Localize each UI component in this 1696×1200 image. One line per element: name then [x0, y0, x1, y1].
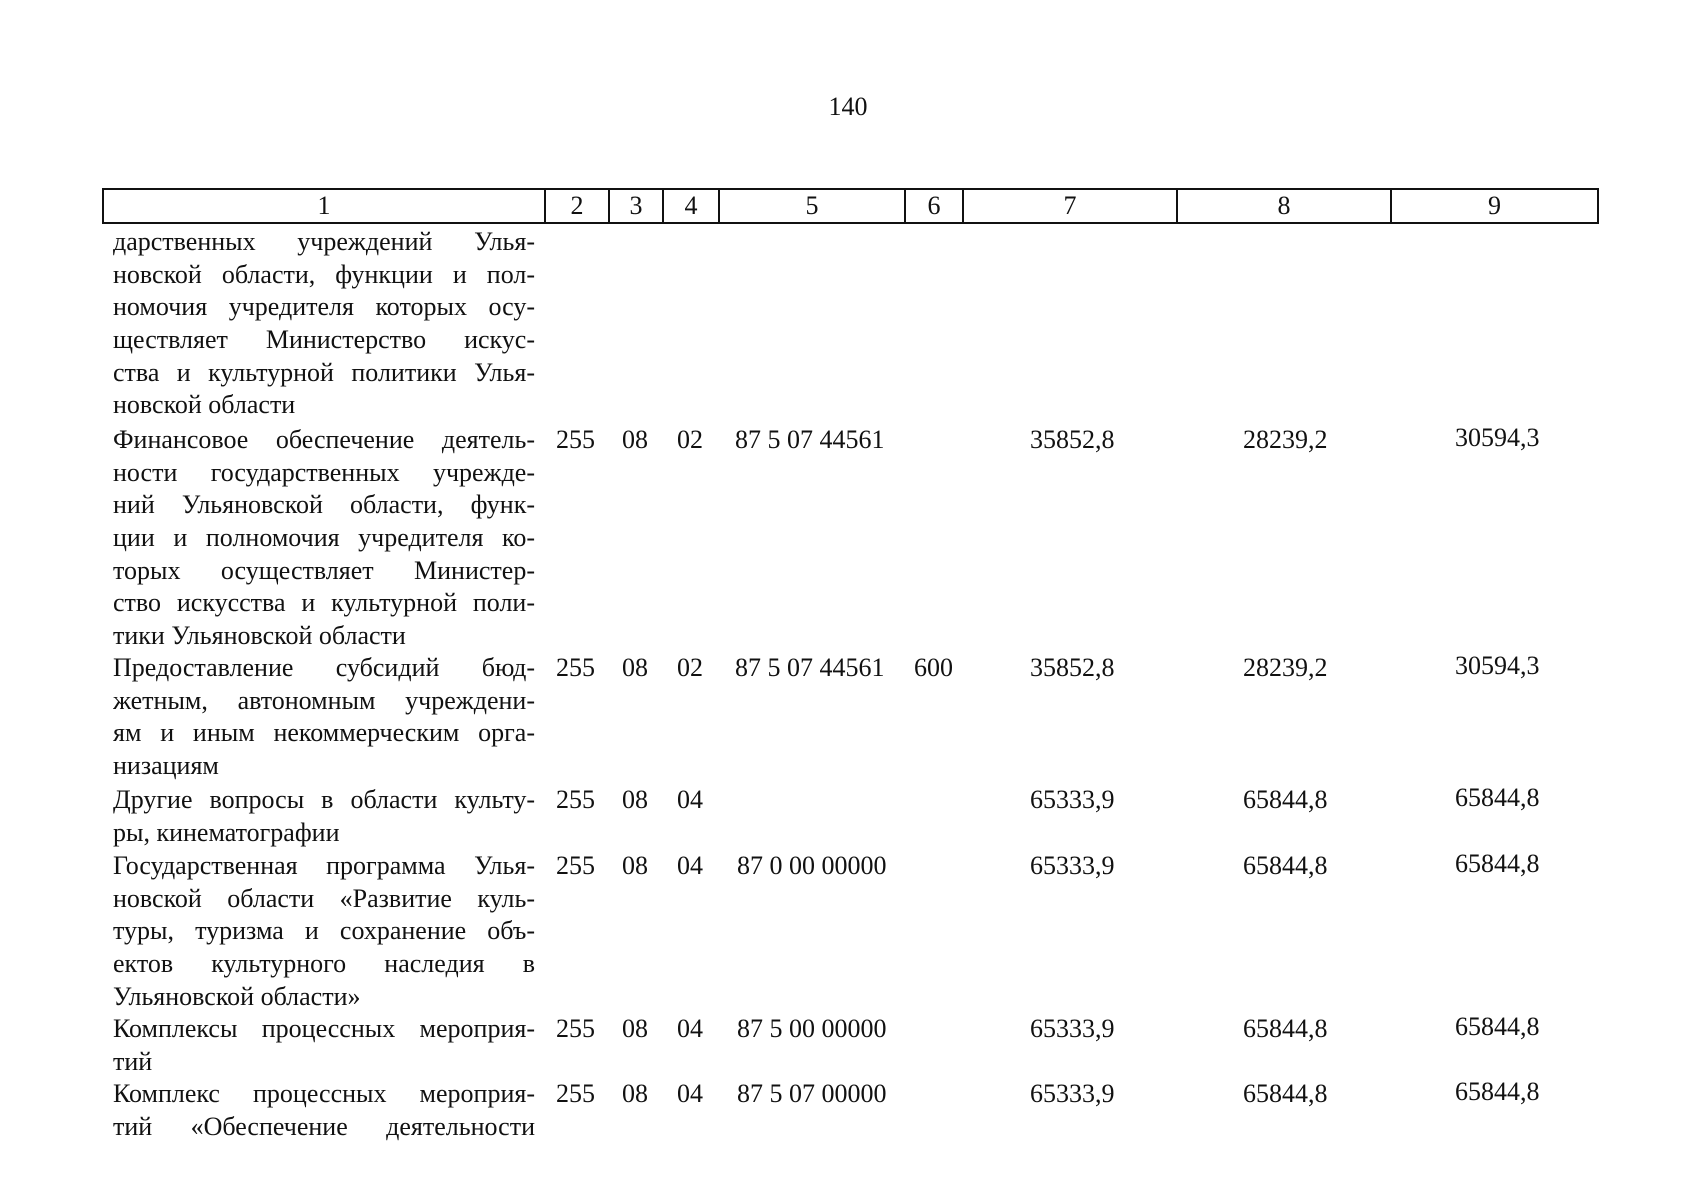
description-line: жетным, автономным учреждени-	[113, 685, 535, 715]
cell-col-5: 87 5 00 00000	[737, 1014, 887, 1043]
page-number: 140	[828, 92, 868, 121]
cell-col-7: 65333,9	[1030, 1014, 1115, 1043]
description-line: новской области	[113, 390, 296, 420]
description-line: ям и иным некоммерческим орга-	[113, 718, 535, 748]
table-header	[102, 188, 1599, 224]
cell-col-3: 08	[622, 1079, 648, 1108]
cell-col-3: 08	[622, 1014, 648, 1043]
description-line: Комплекс процессных мероприя-	[113, 1079, 535, 1108]
description-line: новской области, функции и пол-	[113, 259, 535, 289]
description-line: ществляет Министерство искус-	[113, 325, 535, 355]
row-description	[113, 1013, 535, 1078]
cell-col-7: 35852,8	[1030, 653, 1115, 682]
cell-col-8: 65844,8	[1243, 785, 1328, 814]
cell-col-9: 30594,3	[1455, 651, 1540, 680]
header-col-6: 6	[905, 189, 963, 223]
description-line: тики Ульяновской области	[113, 621, 406, 651]
description-line: Финансовое обеспечение деятель-	[113, 425, 535, 454]
description-line: тий «Обеспечение деятельности	[113, 1111, 535, 1141]
cell-col-6: 600	[914, 653, 953, 682]
header-col-1: 1	[103, 189, 545, 223]
description-line: ры, кинематографии	[113, 817, 340, 847]
cell-col-2: 255	[556, 851, 595, 880]
cell-col-4: 02	[677, 425, 703, 454]
cell-col-5: 87 5 07 00000	[737, 1079, 887, 1108]
cell-col-4: 04	[677, 1079, 703, 1108]
row-description	[113, 850, 535, 1013]
header-col-9: 9	[1391, 189, 1598, 223]
cell-col-8: 65844,8	[1243, 1079, 1328, 1108]
cell-col-4: 04	[677, 785, 703, 814]
cell-col-4: 04	[677, 851, 703, 880]
description-line: ности государственных учрежде-	[113, 457, 535, 487]
cell-col-3: 08	[622, 653, 648, 682]
cell-col-5: 87 0 00 00000	[737, 851, 887, 880]
header-col-4: 4	[663, 189, 719, 223]
cell-col-5: 87 5 07 44561	[735, 653, 885, 682]
row-description	[113, 652, 535, 783]
row-description	[113, 1078, 535, 1143]
cell-col-2: 255	[556, 1014, 595, 1043]
cell-col-2: 255	[556, 1079, 595, 1108]
description-line: туры, туризма и сохранение объ-	[113, 916, 535, 946]
description-line: тий	[113, 1046, 153, 1076]
description-line: Комплексы процессных мероприя-	[113, 1014, 535, 1043]
cell-col-7: 35852,8	[1030, 425, 1115, 454]
description-line: ний Ульяновской области, функ-	[113, 490, 535, 520]
description-line: ство искусства и культурной поли-	[113, 588, 535, 618]
header-col-3: 3	[609, 189, 663, 223]
cell-col-3: 08	[622, 851, 648, 880]
row-description	[113, 226, 535, 422]
header-col-8: 8	[1177, 189, 1391, 223]
cell-col-4: 04	[677, 1014, 703, 1043]
description-line: Другие вопросы в области культу-	[113, 785, 535, 814]
description-line: торых осуществляет Министер-	[113, 555, 535, 585]
cell-col-9: 65844,8	[1455, 1012, 1540, 1041]
cell-col-9: 65844,8	[1455, 1077, 1540, 1106]
description-line: дарственных учреждений Улья-	[113, 227, 535, 256]
description-line: номочия учредителя которых осу-	[113, 292, 535, 322]
row-description	[113, 784, 535, 849]
header-col-2: 2	[545, 189, 609, 223]
cell-col-8: 28239,2	[1243, 653, 1328, 682]
description-line: Государственная программа Улья-	[113, 851, 535, 880]
description-line: ции и полномочия учредителя ко-	[113, 523, 535, 553]
cell-col-2: 255	[556, 785, 595, 814]
cell-col-7: 65333,9	[1030, 1079, 1115, 1108]
cell-col-4: 02	[677, 653, 703, 682]
cell-col-8: 65844,8	[1243, 1014, 1328, 1043]
row-description	[113, 424, 535, 653]
header-col-5: 5	[719, 189, 905, 223]
cell-col-7: 65333,9	[1030, 851, 1115, 880]
cell-col-8: 28239,2	[1243, 425, 1328, 454]
cell-col-8: 65844,8	[1243, 851, 1328, 880]
cell-col-9: 65844,8	[1455, 849, 1540, 878]
cell-col-7: 65333,9	[1030, 785, 1115, 814]
description-line: Предоставление субсидий бюд-	[113, 653, 535, 682]
cell-col-3: 08	[622, 425, 648, 454]
description-line: новской области «Развитие куль-	[113, 883, 535, 913]
cell-col-2: 255	[556, 425, 595, 454]
description-line: ектов культурного наследия в	[113, 949, 535, 979]
description-line: низациям	[113, 751, 219, 781]
cell-col-9: 30594,3	[1455, 423, 1540, 452]
cell-col-3: 08	[622, 785, 648, 814]
cell-col-2: 255	[556, 653, 595, 682]
cell-col-5: 87 5 07 44561	[735, 425, 885, 454]
description-line: Ульяновской области»	[113, 981, 361, 1011]
description-line: ства и культурной политики Улья-	[113, 357, 535, 387]
cell-col-9: 65844,8	[1455, 783, 1540, 812]
header-col-7: 7	[963, 189, 1177, 223]
